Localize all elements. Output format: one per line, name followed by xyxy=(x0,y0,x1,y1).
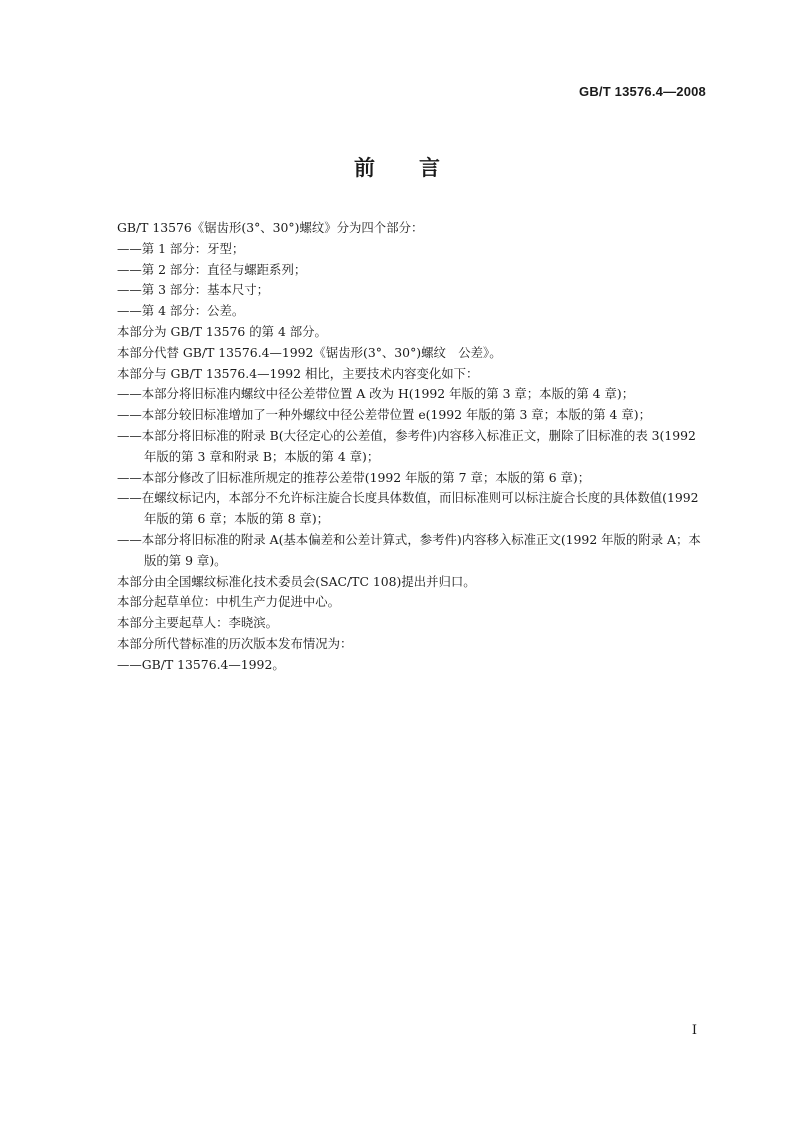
list-item-change-6: ——本部分将旧标准的附录 A(基本偏差和公差计算式，参考件)内容移入标准正文(1992 年版的附录 A；本版的第 9 章)。 xyxy=(117,531,701,568)
list-item-part-3: ——第 3 部分：基本尺寸； xyxy=(117,282,270,298)
list-item-change-4: ——本部分修改了旧标准所规定的推荐公差带(1992 年版的第 7 章；本版的第 6 章)； xyxy=(117,469,591,485)
page-number: I xyxy=(691,1023,697,1038)
paragraph-history-intro: 本部分所代替标准的历次版本发布情况为： xyxy=(117,635,353,651)
list-item-part-1: ——第 1 部分：牙型； xyxy=(117,240,245,256)
list-item-change-3: ——本部分将旧标准的附录 B(大径定心的公差值，参考件)内容移入标准正文，删除了旧标准的表 3(1992 年版的第 3 章和附录 B；本版的第 4 章)； xyxy=(117,427,696,464)
list-item-change-1: ——本部分将旧标准内螺纹中径公差带位置 A 改为 H(1992 年版的第 3 章；本版的第 4 章)； xyxy=(117,386,635,402)
list-item-change-2: ——本部分较旧标准增加了一种外螺纹中径公差带位置 e(1992 年版的第 3 章；本版的第 4 章)； xyxy=(117,407,651,423)
paragraph-drafter: 本部分主要起草人：李晓滨。 xyxy=(117,615,279,631)
paragraph-proposed-by: 本部分由全国螺纹标准化技术委员会(SAC/TC 108)提出并归口。 xyxy=(117,573,476,589)
list-item-part-4: ——第 4 部分：公差。 xyxy=(117,303,245,319)
paragraph-parts-intro: GB/T 13576《锯齿形(3°、30°)螺纹》分为四个部分： xyxy=(117,220,424,235)
list-item-part-2: ——第 2 部分：直径与螺距系列； xyxy=(117,261,307,277)
list-item-change-5: ——在螺纹标记内，本部分不允许标注旋合长度具体数值，而旧标准则可以标注旋合长度的具体数值(1992 年版的第 6 章；本版的第 8 章)； xyxy=(117,490,699,527)
paragraph-drafting-unit: 本部分起草单位：中机生产力促进中心。 xyxy=(117,594,341,610)
paragraph-changes-intro: 本部分与 GB/T 13576.4—1992 相比，主要技术内容变化如下： xyxy=(117,365,479,381)
page-title: 前言 xyxy=(354,156,484,180)
paragraph-this-part: 本部分为 GB/T 13576 的第 4 部分。 xyxy=(117,323,327,339)
foreword-body xyxy=(117,218,707,676)
standard-number: GB/T 13576.4—2008 xyxy=(579,84,706,99)
list-item-history-1: ——GB/T 13576.4—1992。 xyxy=(117,656,285,672)
paragraph-replaces: 本部分代替 GB/T 13576.4—1992《锯齿形(3°、30°)螺纹 公差》。 xyxy=(117,344,502,360)
